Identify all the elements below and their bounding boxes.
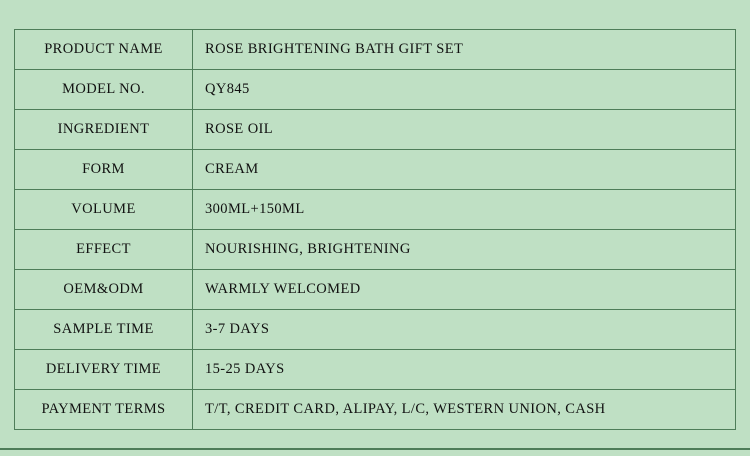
spec-value-model-no: QY845 (193, 70, 736, 110)
table-row (15, 350, 736, 390)
table-row (15, 150, 736, 190)
spec-label-volume: VOLUME (15, 190, 193, 230)
spec-label-product-name: PRODUCT NAME (15, 30, 193, 70)
table-row (15, 30, 736, 70)
spec-value-ingredient: ROSE OIL (193, 110, 736, 150)
table-row (15, 190, 736, 230)
table-row (15, 110, 736, 150)
spec-label-oem-odm: OEM&ODM (15, 270, 193, 310)
spec-label-payment-terms: PAYMENT TERMS (15, 390, 193, 430)
product-spec-table (14, 29, 736, 430)
table-row (15, 70, 736, 110)
spec-value-payment-terms: T/T, CREDIT CARD, ALIPAY, L/C, WESTERN UNION, CASH (193, 390, 736, 430)
spec-label-form: FORM (15, 150, 193, 190)
spec-value-volume: 300ML+150ML (193, 190, 736, 230)
spec-value-form: CREAM (193, 150, 736, 190)
table-row (15, 230, 736, 270)
spec-label-sample-time: SAMPLE TIME (15, 310, 193, 350)
table-row (15, 270, 736, 310)
table-row (15, 310, 736, 350)
spec-label-effect: EFFECT (15, 230, 193, 270)
spec-value-sample-time: 3-7 DAYS (193, 310, 736, 350)
spec-value-delivery-time: 15-25 DAYS (193, 350, 736, 390)
spec-value-effect: NOURISHING, BRIGHTENING (193, 230, 736, 270)
spec-label-ingredient: INGREDIENT (15, 110, 193, 150)
spec-label-model-no: MODEL NO. (15, 70, 193, 110)
spec-value-product-name: ROSE BRIGHTENING BATH GIFT SET (193, 30, 736, 70)
bottom-divider (0, 448, 750, 450)
table-row (15, 390, 736, 430)
spec-table-body (15, 30, 736, 430)
spec-value-oem-odm: WARMLY WELCOMED (193, 270, 736, 310)
spec-label-delivery-time: DELIVERY TIME (15, 350, 193, 390)
